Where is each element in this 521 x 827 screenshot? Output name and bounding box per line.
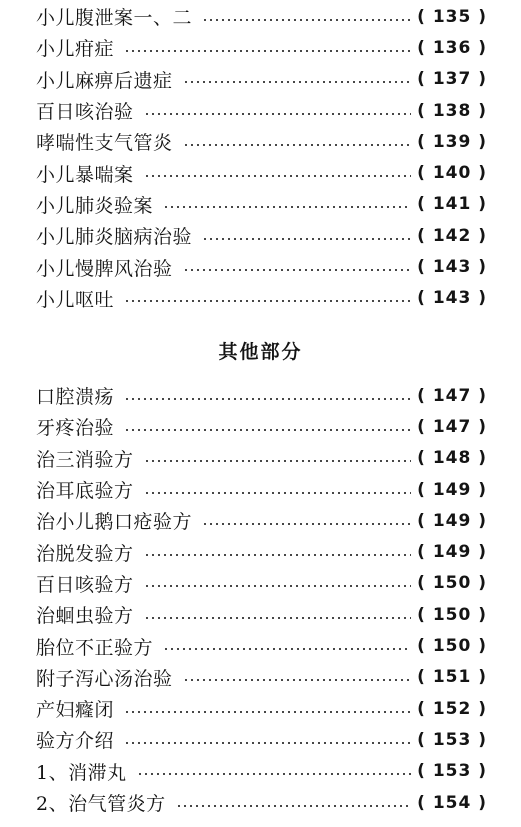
entry-title: 小儿肺炎脑病治验 (36, 226, 193, 249)
entry-title: 治蛔虫验方 (36, 605, 134, 628)
entry-title: 小儿暴喘案 (36, 163, 134, 186)
page-number: ( 143 ) (417, 257, 487, 278)
entry-title: 治耳底验方 (36, 480, 134, 503)
entry-title: 小儿呕吐 (36, 288, 115, 311)
toc-entry[interactable] (0, 1, 521, 32)
toc-entry[interactable] (0, 283, 521, 314)
page-number: ( 149 ) (417, 510, 487, 531)
page-number: ( 152 ) (417, 698, 487, 719)
dot-leader (124, 428, 411, 432)
toc-entry[interactable] (0, 32, 521, 63)
dot-leader (124, 710, 411, 714)
page-number: ( 147 ) (417, 385, 487, 406)
page-number: ( 136 ) (417, 37, 487, 58)
toc-entry[interactable] (0, 220, 521, 251)
dot-leader (124, 741, 411, 745)
entry-title: 治三消验方 (36, 448, 134, 471)
dot-leader (137, 772, 412, 776)
page-number: ( 141 ) (417, 194, 487, 215)
entry-title: 1、消滞丸 (36, 761, 127, 784)
page-number: ( 149 ) (417, 542, 487, 563)
toc-entry[interactable] (0, 157, 521, 188)
entry-title: 治脱发验方 (36, 542, 134, 565)
dot-leader (144, 584, 412, 588)
entry-title: 百日咳治验 (36, 101, 134, 124)
entry-title: 哮喘性支气管炎 (36, 132, 173, 155)
dot-leader (176, 804, 412, 808)
page-number: ( 150 ) (417, 604, 487, 625)
toc-entry[interactable] (0, 787, 521, 818)
dot-leader (124, 299, 411, 303)
entry-title: 牙疼治验 (36, 417, 115, 440)
dot-leader (202, 522, 411, 526)
toc-entry[interactable] (0, 443, 521, 474)
dot-leader (144, 616, 412, 620)
toc-entry[interactable] (0, 568, 521, 599)
page-number: ( 148 ) (417, 448, 487, 469)
toc-list-pediatrics (0, 1, 521, 314)
dot-leader (144, 491, 412, 495)
toc-entry[interactable] (0, 95, 521, 126)
toc-entry[interactable] (0, 251, 521, 282)
dot-leader (183, 80, 412, 84)
page-number: ( 139 ) (417, 131, 487, 152)
page-number: ( 151 ) (417, 667, 487, 688)
page-number: ( 142 ) (417, 225, 487, 246)
toc-list-other (0, 380, 521, 818)
page-number: ( 149 ) (417, 479, 487, 500)
entry-title: 附子泻心汤治验 (36, 667, 173, 690)
entry-title: 小儿慢脾风治验 (36, 257, 173, 280)
toc-entry[interactable] (0, 724, 521, 755)
page-number: ( 135 ) (417, 6, 487, 27)
page-number: ( 138 ) (417, 100, 487, 121)
dot-leader (124, 397, 411, 401)
entry-title: 胎位不正验方 (36, 636, 154, 659)
dot-leader (183, 143, 412, 147)
entry-title: 口腔溃疡 (36, 386, 115, 409)
entry-title: 小儿疳症 (36, 38, 115, 61)
page-number: ( 137 ) (417, 69, 487, 90)
toc-entry[interactable] (0, 536, 521, 567)
toc-entry[interactable] (0, 662, 521, 693)
page-number: ( 143 ) (417, 288, 487, 309)
toc-entry[interactable] (0, 693, 521, 724)
page-number: ( 147 ) (417, 416, 487, 437)
page-number: ( 154 ) (417, 792, 487, 813)
toc-entry[interactable] (0, 189, 521, 220)
entry-title: 治小儿鹅口疮验方 (36, 511, 193, 534)
dot-leader (144, 112, 412, 116)
toc-entry[interactable] (0, 756, 521, 787)
toc-entry[interactable] (0, 599, 521, 630)
entry-title: 验方介绍 (36, 730, 115, 753)
dot-leader (202, 18, 411, 22)
page-number: ( 153 ) (417, 729, 487, 750)
dot-leader (163, 647, 411, 651)
page-number: ( 150 ) (417, 636, 487, 657)
dot-leader (183, 268, 412, 272)
entry-title: 百日咳验方 (36, 573, 134, 596)
dot-leader (144, 553, 412, 557)
toc-entry[interactable] (0, 64, 521, 95)
entry-title: 小儿麻痹后遗症 (36, 69, 173, 92)
entry-title: 产妇癃闭 (36, 699, 115, 722)
dot-leader (202, 237, 411, 241)
page-number: ( 150 ) (417, 573, 487, 594)
toc-entry[interactable] (0, 411, 521, 442)
toc-entry[interactable] (0, 505, 521, 536)
toc-entry[interactable] (0, 630, 521, 661)
dot-leader (144, 459, 412, 463)
page-number: ( 153 ) (417, 761, 487, 782)
toc-entry[interactable] (0, 380, 521, 411)
page-number: ( 140 ) (417, 163, 487, 184)
toc-entry[interactable] (0, 126, 521, 157)
dot-leader (163, 205, 411, 209)
toc-entry[interactable] (0, 474, 521, 505)
entry-title: 小儿肺炎验案 (36, 194, 154, 217)
dot-leader (183, 678, 412, 682)
entry-title: 小儿腹泄案一、二 (36, 7, 193, 30)
dot-leader (144, 174, 412, 178)
section-heading: 其他部分 (218, 341, 303, 363)
dot-leader (124, 49, 411, 53)
entry-title: 2、治气管炎方 (36, 793, 166, 815)
